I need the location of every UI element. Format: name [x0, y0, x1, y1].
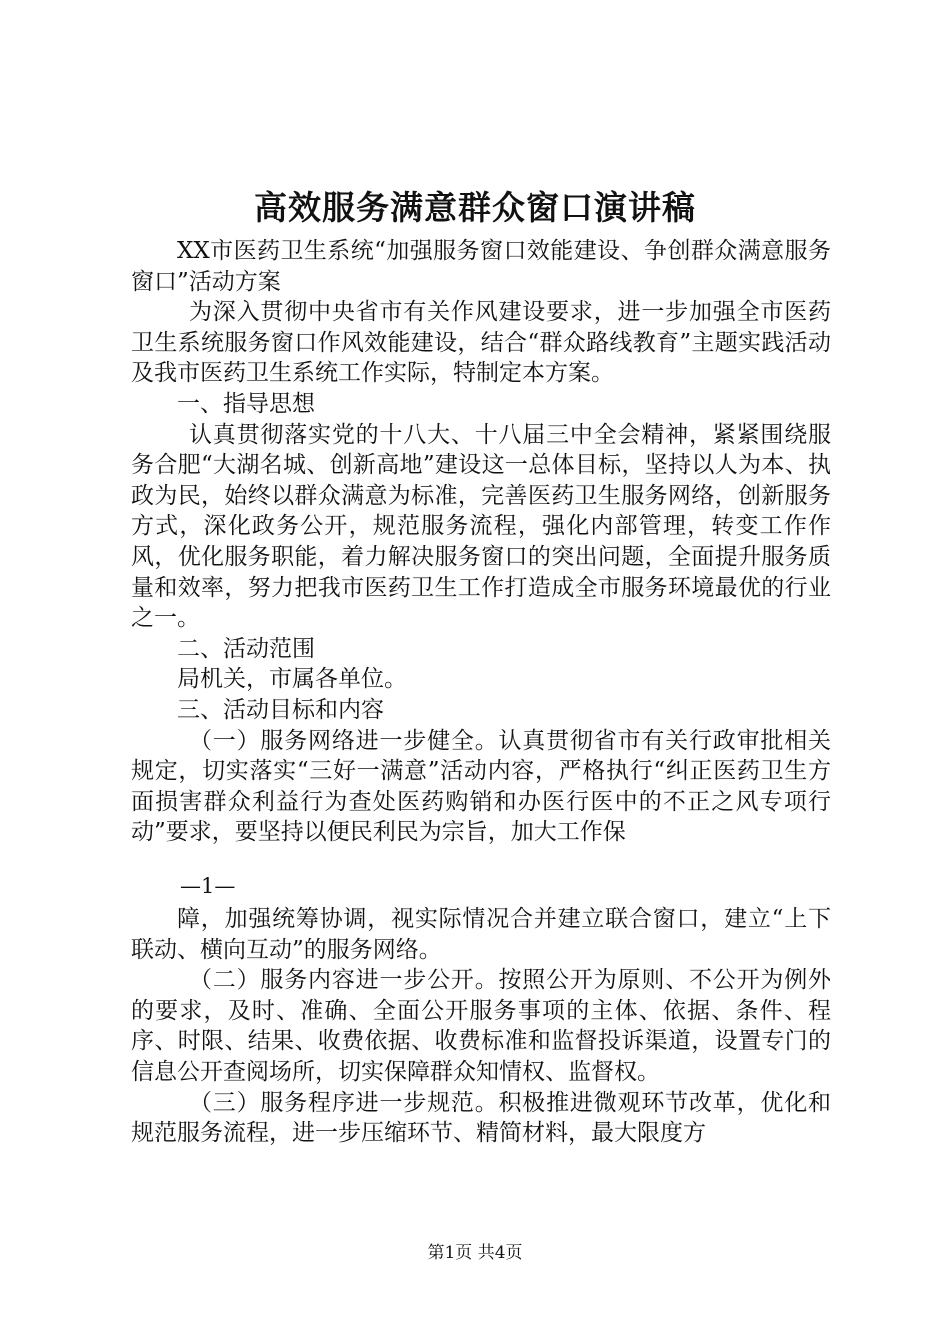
section-heading-guiding-thought: 一、指导思想 [177, 390, 315, 417]
document-body-page-1 [131, 236, 831, 848]
goal-1-continuation: 障，加强统筹协调，视实际情况合并建立联合窗口，建立“上下联动、横向互动”的服务网络。 [131, 906, 831, 963]
plan-title-paragraph: XX市医药卫生系统“加强服务窗口效能建设、争创群众满意服务窗口”活动方案 [131, 238, 831, 295]
document-title: 高效服务满意群众窗口演讲稿 [254, 188, 696, 227]
section-heading-scope: 二、活动范围 [177, 635, 315, 662]
guiding-thought-paragraph: 认真贯彻落实党的十八大、十八届三中全会精神，紧紧围绕服务合肥“大湖名城、创新高地”建设这一总体目标，坚持以人为本、执政为民，始终以群众满意为标准，完善医药卫生服务网络，创新服务方式，深化政务公开，规范服务流程，强化内部管理，转变工作作风，优化服务职能，着力解决服务窗口的突出问题，全面提升服务质量和效率，努力把我市医药卫生工作打造成全市服务环境最优的行业之一。 [131, 421, 831, 632]
scope-paragraph: 局机关，市属各单位。 [177, 666, 407, 693]
page-number-marker: —1— [180, 874, 236, 898]
page-footer: 第1页 共4页 [427, 1243, 523, 1263]
section-heading-goals: 三、活动目标和内容 [177, 696, 384, 723]
goal-1-paragraph: （一）服务网络进一步健全。认真贯彻省市有关行政审批相关规定，切实落实“三好一满意”活动内容，严格执行“纠正医药卫生方面损害群众利益行为查处医药购销和办医行医中的不正之风专项行动”要求，要坚持以便民利民为宗旨，加大工作保 [131, 727, 831, 846]
intro-paragraph: 为深入贯彻中央省市有关作风建设要求，进一步加强全市医药卫生系统服务窗口作风效能建设，结合“群众路线教育”主题实践活动及我市医药卫生系统工作实际，特制定本方案。 [131, 299, 831, 387]
goal-2-paragraph: （二）服务内容进一步公开。按照公开为原则、不公开为例外的要求，及时、准确、全面公开服务事项的主体、依据、条件、程序、时限、结果、收费依据、收费标准和监督投诉渠道，设置专门的信息公开查阅场所，切实保障群众知情权、监督权。 [131, 967, 831, 1085]
goal-3-paragraph: （三）服务程序进一步规范。积极推进微观环节改革，优化和规范服务流程，进一步压缩环节、精简材料，最大限度方 [131, 1089, 831, 1147]
document-body-page-2 [131, 904, 831, 1149]
